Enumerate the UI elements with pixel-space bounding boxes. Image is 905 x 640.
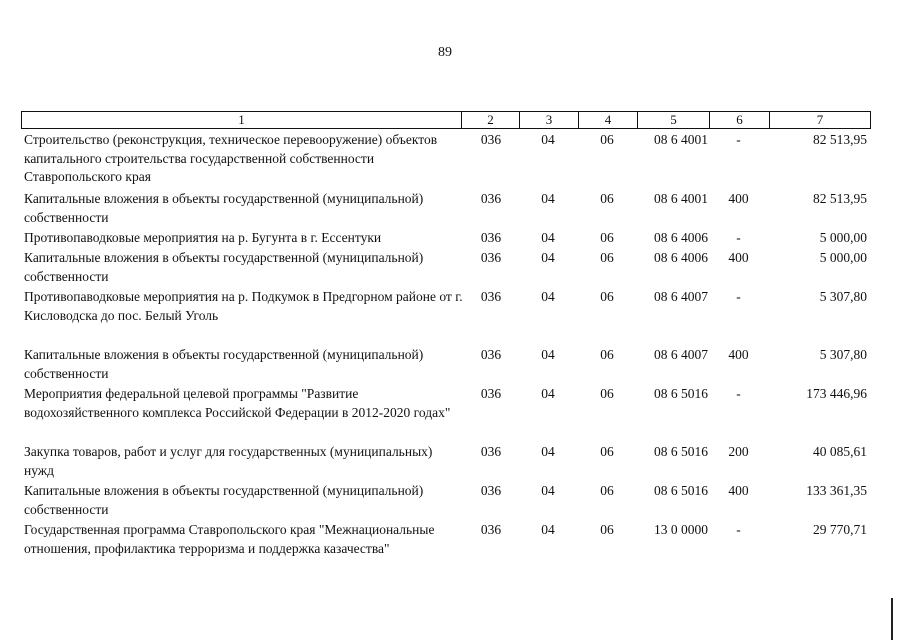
row-target: 08 6 4007 <box>654 347 708 362</box>
row-target: 08 6 4006 <box>654 230 708 245</box>
row-amount: 29 770,71 <box>813 522 867 537</box>
row-amount: 173 446,96 <box>806 386 867 401</box>
row-target: 13 0 0000 <box>654 522 708 537</box>
row-section: 04 <box>541 386 555 401</box>
row-type: 400 <box>728 250 749 265</box>
header-col-4: 4 <box>579 112 638 128</box>
row-subsection: 06 <box>600 522 614 537</box>
row-subsection: 06 <box>600 191 614 206</box>
row-name: Противопаводковые мероприятия на р. Подкумок в Предгорном районе от г. Кисловодска до пос. Белый Уголь <box>24 289 463 323</box>
row-name: Строительство (реконструкция, техническое перевооружение) объектов капитального строительства государственной собственности Ставропольского края <box>24 132 438 184</box>
row-section: 04 <box>541 522 555 537</box>
row-ministry: 036 <box>480 230 502 245</box>
row-subsection: 06 <box>600 483 614 498</box>
row-ministry: 036 <box>480 483 502 498</box>
row-type: - <box>736 522 741 537</box>
page-number: 89 <box>438 45 452 60</box>
row-type: 400 <box>728 347 749 362</box>
row-name: Капитальные вложения в объекты государственной (муниципальной) собственности <box>24 483 424 517</box>
row-name: Мероприятия федеральной целевой программы "Развитие водохозяйственного комплекса Российской Федерации в 2012-2020 годах" <box>24 386 451 420</box>
row-amount: 5 000,00 <box>819 250 867 265</box>
row-section: 04 <box>541 250 555 265</box>
row-amount: 5 307,80 <box>819 347 867 362</box>
row-section: 04 <box>541 347 555 362</box>
row-target: 08 6 4006 <box>654 250 708 265</box>
row-name: Капитальные вложения в объекты государственной (муниципальной) собственности <box>24 191 424 225</box>
row-type: - <box>736 230 741 245</box>
row-subsection: 06 <box>600 386 614 401</box>
header-col-7: 7 <box>816 112 824 127</box>
header-col-1: 1 <box>22 112 462 128</box>
row-ministry: 036 <box>480 289 502 304</box>
row-name: Капитальные вложения в объекты государственной (муниципальной) собственности <box>24 250 424 284</box>
scan-edge-mark <box>891 598 893 640</box>
row-ministry: 036 <box>480 191 502 206</box>
row-type: 400 <box>728 483 749 498</box>
row-ministry: 036 <box>480 132 502 147</box>
row-type: - <box>736 132 741 147</box>
row-amount: 5 000,00 <box>819 230 867 245</box>
row-type: - <box>736 289 741 304</box>
row-type: 400 <box>728 191 749 206</box>
header-col-5: 5 <box>638 112 710 128</box>
row-subsection: 06 <box>600 444 614 459</box>
row-subsection: 06 <box>600 132 614 147</box>
row-amount: 133 361,35 <box>806 483 867 498</box>
row-ministry: 036 <box>480 386 502 401</box>
row-subsection: 06 <box>600 230 614 245</box>
row-amount: 82 513,95 <box>813 132 867 147</box>
row-ministry: 036 <box>480 522 502 537</box>
row-amount: 82 513,95 <box>813 191 867 206</box>
row-subsection: 06 <box>600 250 614 265</box>
row-ministry: 036 <box>480 444 502 459</box>
row-type: 200 <box>728 444 749 459</box>
row-name: Закупка товаров, работ и услуг для государственных (муниципальных) нужд <box>24 444 433 478</box>
row-amount: 5 307,80 <box>819 289 867 304</box>
row-subsection: 06 <box>600 289 614 304</box>
row-section: 04 <box>541 132 555 147</box>
row-type: - <box>736 386 741 401</box>
row-section: 04 <box>541 483 555 498</box>
row-amount: 40 085,61 <box>813 444 867 459</box>
row-target: 08 6 4001 <box>654 191 708 206</box>
table-header <box>21 111 871 129</box>
row-section: 04 <box>541 444 555 459</box>
header-col-3: 3 <box>520 112 579 128</box>
row-section: 04 <box>541 230 555 245</box>
row-target: 08 6 4001 <box>654 132 708 147</box>
row-target: 08 6 5016 <box>654 483 708 498</box>
header-col-2: 2 <box>462 112 520 128</box>
row-section: 04 <box>541 191 555 206</box>
row-name: Капитальные вложения в объекты государственной (муниципальной) собственности <box>24 347 424 381</box>
row-subsection: 06 <box>600 347 614 362</box>
row-ministry: 036 <box>480 250 502 265</box>
row-name: Противопаводковые мероприятия на р. Бугунта в г. Ессентуки <box>24 230 382 245</box>
row-section: 04 <box>541 289 555 304</box>
header-col-6: 6 <box>710 112 770 128</box>
row-target: 08 6 5016 <box>654 444 708 459</box>
row-target: 08 6 5016 <box>654 386 708 401</box>
row-target: 08 6 4007 <box>654 289 708 304</box>
row-ministry: 036 <box>480 347 502 362</box>
row-name: Государственная программа Ставропольского края "Межнациональные отношения, профилактика терроризма и поддержка казачества" <box>24 522 435 556</box>
